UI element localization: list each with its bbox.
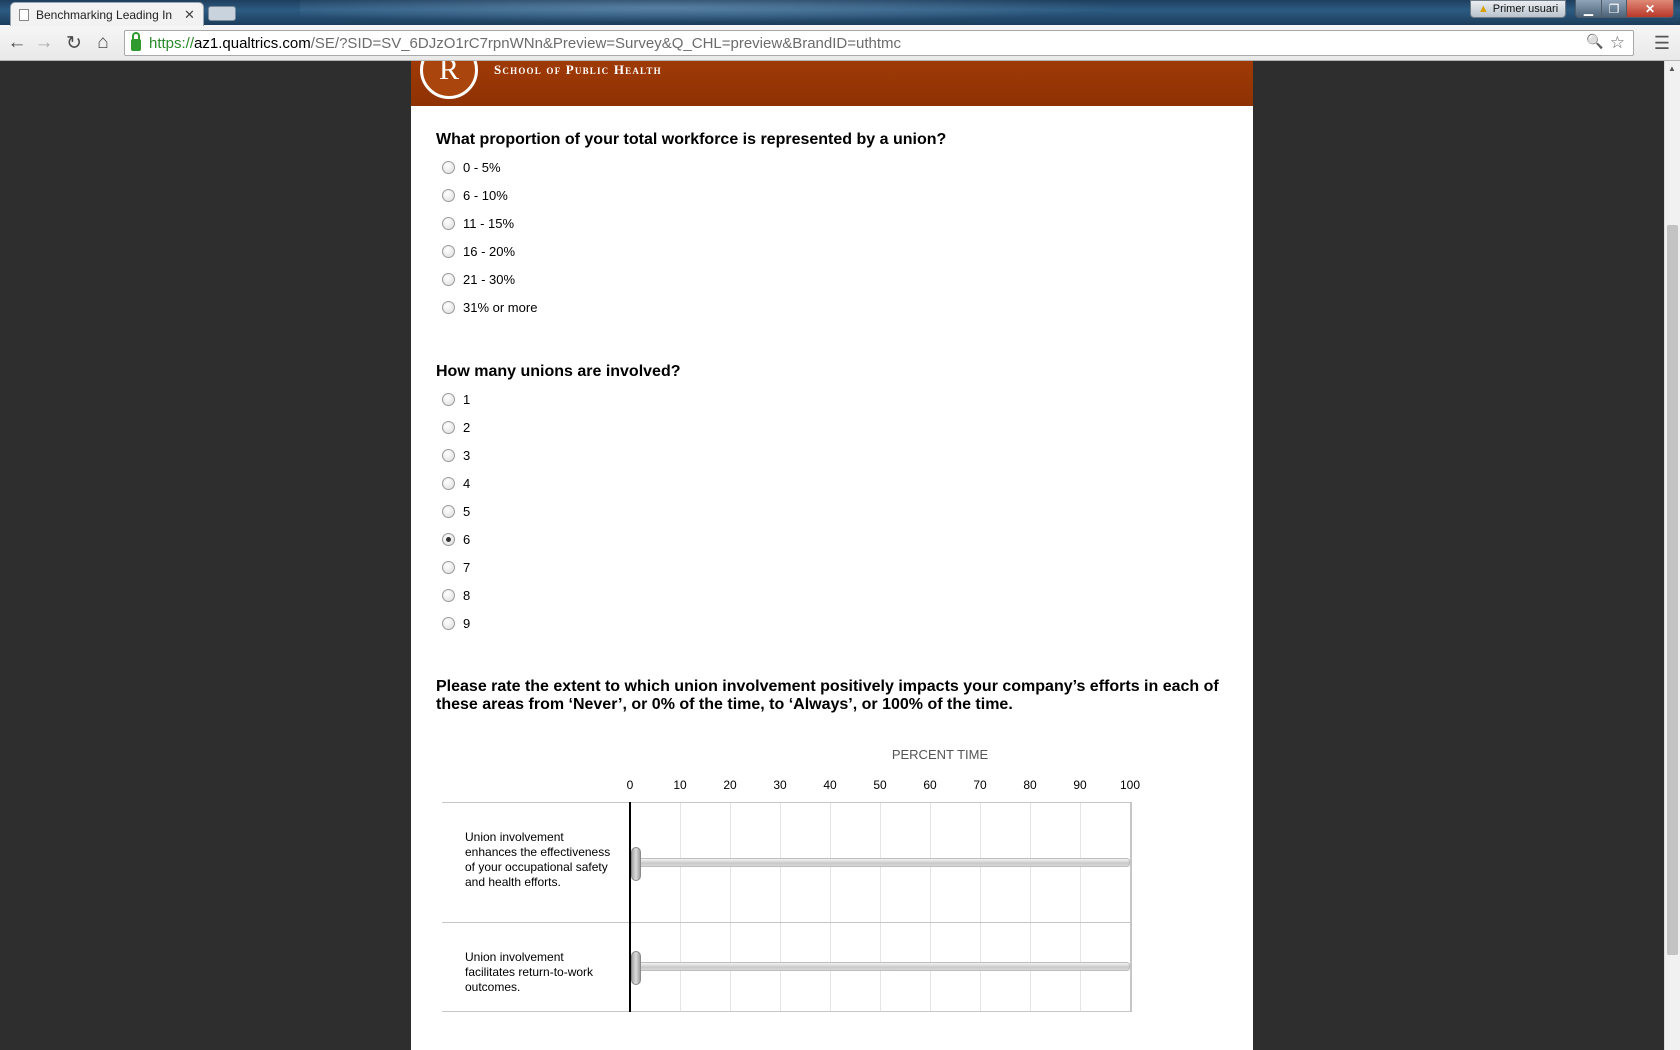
page-icon [19,9,29,21]
option-label: 0 - 5% [463,159,501,175]
radio-button[interactable] [442,505,455,518]
scale-caption: PERCENT TIME [891,747,989,762]
grid-line [442,802,1132,803]
minimize-button[interactable]: ▁ [1575,0,1602,18]
page-viewport [0,61,1664,1050]
scale-tick-label: 70 [973,778,987,792]
slider-handle-return-to-work[interactable] [631,951,641,985]
radio-button[interactable] [442,161,455,174]
radio-button[interactable] [442,301,455,314]
statement-safety-health: Union involvement enhances the effectiveness of your occupational safety and health efforts. [465,830,611,889]
grid-line [980,802,981,1012]
scale-tick-label: 40 [823,778,837,792]
page-scrollbar[interactable] [1664,61,1680,1050]
new-tab-button[interactable] [208,6,236,21]
union-count-option[interactable] [442,530,470,548]
option-label: 4 [463,475,471,491]
option-label: 6 [463,531,471,547]
maximize-button[interactable]: ❐ [1601,0,1627,18]
union-count-option[interactable] [442,390,470,408]
reload-icon[interactable]: ↻ [66,32,82,54]
home-icon[interactable]: ⌂ [97,32,109,53]
slider-track-safety-health[interactable] [636,858,1130,867]
union-count-option[interactable] [442,418,470,436]
workforce-proportion-option[interactable] [442,158,501,176]
option-label: 6 - 10% [463,187,508,203]
union-count-option[interactable] [442,586,470,604]
workforce-proportion-option[interactable] [442,186,508,204]
workforce-proportion-option[interactable] [442,214,514,232]
statement-return-to-work: Union involvement facilitates return-to-work outcomes. [465,950,594,994]
slider-grid [442,802,1132,1012]
union-count-option[interactable] [442,558,470,576]
url-scheme: https:// [149,34,195,52]
scale-tick-label: 10 [673,778,687,792]
question-union-impact: Please rate the extent to which union involvement positively impacts your company’s efforts in each of these areas from ‘Never’, or 0% of the time, to ‘Always’, or 100% of the time. [436,678,1219,713]
survey-container [411,61,1253,1050]
union-count-option[interactable] [442,614,470,632]
grid-line [880,802,881,1012]
window-titlebar [0,0,1680,25]
union-count-option[interactable] [442,502,470,520]
union-count-option[interactable] [442,446,470,464]
grid-line [730,802,731,1012]
university-seal-logo: R [420,61,478,99]
grid-line [1080,802,1081,1012]
option-label: 8 [463,587,471,603]
back-icon[interactable]: ← [7,32,27,53]
question-workforce-proportion: What proportion of your total workforce is represented by a union? [436,131,947,148]
user-profile-badge[interactable] [1470,0,1566,18]
close-window-button[interactable]: ✕ [1626,0,1674,18]
scale-tick-label: 100 [1119,778,1141,792]
grid-line [680,802,681,1012]
warning-icon: ▲ [1477,3,1489,15]
option-label: 9 [463,615,471,631]
tab-close-icon[interactable]: ✕ [184,6,195,22]
url-path: /SE/?SID=SV_6DJzO1rC7rpnWNn&Preview=Survey&Q_CHL=preview&BrandID=uthtmc [310,34,901,52]
grid-border [1130,802,1132,1012]
grid-line [780,802,781,1012]
lock-icon [131,39,141,51]
option-label: 1 [463,391,471,407]
option-label: 2 [463,419,471,435]
scale-tick-label: 80 [1023,778,1037,792]
option-label: 21 - 30% [463,271,516,287]
scale-tick-label: 50 [873,778,887,792]
radio-button[interactable] [442,273,455,286]
chrome-menu-icon[interactable]: ☰ [1653,33,1671,53]
percent-slider-matrix [442,745,1142,1050]
radio-button[interactable] [442,589,455,602]
user-label: Primer usuari [1492,3,1559,15]
radio-button[interactable] [442,561,455,574]
radio-button[interactable] [442,449,455,462]
url-host: az1.qualtrics.com [194,34,311,52]
option-label: 11 - 15% [463,215,515,231]
workforce-proportion-option[interactable] [442,298,537,316]
radio-button[interactable] [442,393,455,406]
bookmark-star-icon[interactable]: ☆ [1609,33,1625,52]
forward-icon[interactable]: → [34,32,54,53]
scale-tick-label: 60 [923,778,937,792]
browser-tab[interactable] [10,2,204,26]
survey-header [411,61,1253,106]
scale-tick-label: 20 [723,778,737,792]
scale-tick-label: 0 [626,778,634,792]
grid-line [930,802,931,1012]
option-label: 16 - 20% [463,243,516,259]
slider-handle-safety-health[interactable] [631,847,641,881]
tab-title: Benchmarking Leading In [36,7,173,22]
scale-tick-label: 30 [773,778,787,792]
option-label: 31% or more [463,299,538,315]
radio-button[interactable] [442,477,455,490]
scroll-up-icon[interactable]: ▲ [1668,64,1676,73]
workforce-proportion-option[interactable] [442,242,515,260]
radio-button[interactable] [442,421,455,434]
radio-button[interactable] [442,617,455,630]
union-count-option[interactable] [442,474,470,492]
workforce-proportion-option[interactable] [442,270,515,288]
scale-tick-label: 90 [1073,778,1087,792]
option-label: 3 [463,447,471,463]
radio-button[interactable] [442,533,455,546]
grid-line [830,802,831,1012]
grid-line [442,922,1132,923]
slider-track-return-to-work[interactable] [636,962,1130,971]
browser-toolbar [0,25,1680,61]
grid-line [1030,802,1031,1012]
radio-button[interactable] [442,189,455,202]
option-label: 7 [463,559,471,575]
option-label: 5 [463,503,471,519]
question-union-count: How many unions are involved? [436,363,681,380]
grid-line [442,1011,1132,1012]
zoom-icon[interactable]: 🔍 [1586,33,1604,49]
scroll-thumb[interactable] [1667,225,1678,955]
radio-button[interactable] [442,245,455,258]
school-name: School of Public Health [494,62,662,77]
radio-button[interactable] [442,217,455,230]
address-bar[interactable] [124,30,1634,56]
